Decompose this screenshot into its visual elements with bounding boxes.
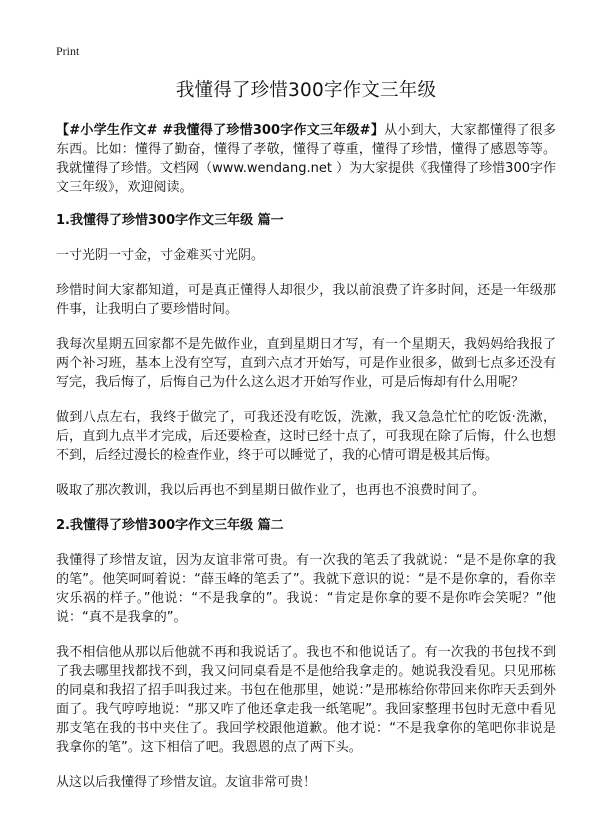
- intro-tags: 【#小学生作文# #我懂得了珍惜300字作文三年级#】: [56, 123, 385, 138]
- section-1-paragraph-3: 我每次星期五回家都不是先做作业，直到星期日才写，有一个星期天，我妈妈给我报了两个补习班，基本上没有空写，直到六点才开始写，可是作业很多，做到七点多还没有写完，我后悔了，后悔自己为什么这么迟才开始写作业，可是后悔却有什么用呢？: [56, 337, 556, 390]
- section-heading-2: 2.我懂得了珍惜300字作文三年级 篇二: [56, 518, 284, 533]
- section-1-paragraph-5: 吸取了那次教训，我以后再也不到星期日做作业了，也再也不浪费时间了。: [56, 483, 486, 498]
- print-label: Print: [56, 44, 80, 58]
- document-title: 我懂得了珍惜300字作文三年级: [175, 80, 437, 101]
- intro-text: 从小到大，大家都懂得了很多东西。比如：懂得了勤奋，懂得了孝敬，懂得了尊重，懂得了珍惜，懂得了感恩等等。我就懂得了珍惜。文档网（www.wendang.net ）为大家提供《我懂得了珍惜300字作文三年级》，欢迎阅读。: [56, 123, 556, 195]
- intro-paragraph: [56, 121, 556, 197]
- section-1-paragraph-4: 做到八点左右，我终于做完了，可我还没有吃饭，洗漱，我又急急忙忙的吃饭·洗漱，后，直到九点半才完成，后还要检查，这时已经十点了，可我现在除了后悔，什么也想不到，后经过漫长的检查作业，终于可以睡觉了，我的心情可谓是极其后悔。: [56, 410, 556, 463]
- section-2-paragraph-1: 我懂得了珍惜友谊，因为友谊非常可贵。有一次我的笔丢了我就说：“是不是你拿的我的笔”。他笑呵呵着说：“薛玉峰的笔丢了”。我就下意识的说：“是不是你拿的，看你幸灾乐祸的样子。”他说：“不是我拿的”。我说：“肯定是你拿的要不是你咋会笑呢？”他说：“真不是我拿的”。: [56, 553, 556, 625]
- section-2-paragraph-2: 我不相信他从那以后他就不再和我说话了。我也不和他说话了。有一次我的书包找不到了我去哪里找都找不到，我又问同桌看是不是他给我拿走的。她说我没看见。只见邢栋的同桌和我招了招手叫我过来。书包在他那里，她说：”是邢栋给你带回来你昨天丢到外面了。我气哼哼地说：“那又咋了他还拿走我一纸笔呢”。我回家整理书包时无意中看见那支笔在我的书中夹住了。我回学校跟他道歉。他才说：“不是我拿你的笔吧你非说是我拿你的笔”。这下相信了吧。我恩恩的点了两下头。: [56, 645, 556, 755]
- section-2-paragraph-3: 从这以后我懂得了珍惜友谊。友谊非常可贵！: [56, 775, 317, 790]
- section-1-paragraph-2: 珍惜时间大家都知道，可是真正懂得人却很少，我以前浪费了许多时间，还是一年级那件事，让我明白了要珍惜时间。: [56, 283, 556, 317]
- section-heading-1: 1.我懂得了珍惜300字作文三年级 篇一: [56, 213, 284, 228]
- section-1-paragraph-1: 一寸光阴一寸金，寸金难买寸光阴。: [56, 248, 265, 263]
